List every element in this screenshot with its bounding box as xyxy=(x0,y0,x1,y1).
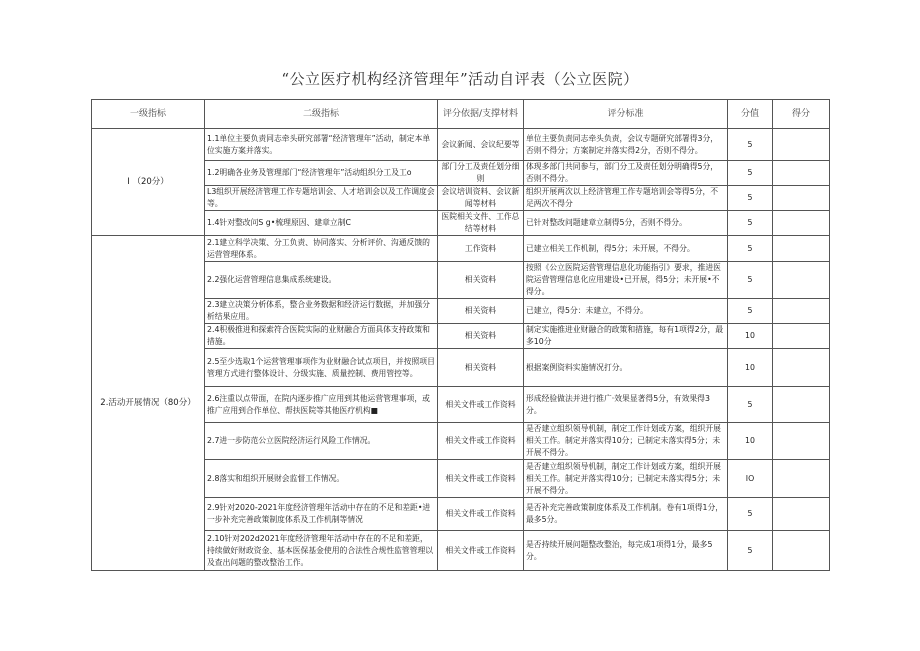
score-cell: 10 xyxy=(728,324,773,349)
basis-cell: 医院相关文件、工作总结等材料 xyxy=(438,211,524,236)
table-row xyxy=(92,236,830,262)
criteria-cell: 按照《公立医院运营管理信息化功能指引》要求，推进医院运营管理信息化应用建设•已开展，得5分；未开展•不得分。 xyxy=(524,262,728,299)
basis-cell: 相关文件或工作资料 xyxy=(438,387,524,423)
header-got: 得分 xyxy=(773,100,830,129)
basis-cell: 相关资料 xyxy=(438,349,524,387)
score-cell: 5 xyxy=(728,161,773,186)
score-cell: 5 xyxy=(728,211,773,236)
score-cell: IO xyxy=(728,460,773,498)
self-evaluation-table xyxy=(91,99,830,571)
got-cell xyxy=(773,211,830,236)
level2-cell: 2.9针对2020-2021年度经济管理年活动中存在的不足和差距•进一步补充完善政策制度体系及工作机制等情况 xyxy=(205,498,438,531)
basis-cell: 相关文件或工作资料 xyxy=(438,460,524,498)
basis-cell: 相关文件或工作资料 xyxy=(438,498,524,531)
score-cell: 5 xyxy=(728,299,773,324)
score-cell: 5 xyxy=(728,262,773,299)
level2-cell: 2.7进一步防范公立医院经济运行风险工作情况。 xyxy=(205,423,438,460)
score-cell: 10 xyxy=(728,423,773,460)
score-cell: 5 xyxy=(728,498,773,531)
level2-cell: 2.6注重以点带面，在院内逐步推广应用到其他运营管理事项，或推广应用到合作单位、帮扶医院等其他医疗机构■ xyxy=(205,387,438,423)
got-cell xyxy=(773,531,830,571)
basis-cell: 相关资料 xyxy=(438,299,524,324)
page-title: “公立医疗机构经济管理年”活动自评表（公立医院） xyxy=(281,70,639,88)
score-cell: 5 xyxy=(728,387,773,423)
level2-cell: 2.8落实和组织开展财会监督工作情况。 xyxy=(205,460,438,498)
header-level2: 二级指标 xyxy=(205,100,438,129)
score-cell: 10 xyxy=(728,349,773,387)
header-level1: 一级指标 xyxy=(92,100,205,129)
level2-cell: 2.10针对202d2021年度经济管理年活动中存在的不足和差距，持续做好财政资金、基本医保基金使用的合法性合规性监管管理以及查出问题的整改整治工作。 xyxy=(205,531,438,571)
criteria-cell: 形成经验做法并进行推广·效果显著得5分，有效果得3分。 xyxy=(524,387,728,423)
got-cell xyxy=(773,186,830,211)
criteria-cell: 已针对整改问题建章立制得5分，否则不得分。 xyxy=(524,211,728,236)
criteria-cell: 已建立相关工作机制，得5分；未开展，不得分。 xyxy=(524,236,728,262)
header-basis: 评分依据/支撑材料 xyxy=(438,100,524,129)
got-cell xyxy=(773,161,830,186)
got-cell xyxy=(773,299,830,324)
basis-cell: 部门分工及责任划分细则 xyxy=(438,161,524,186)
got-cell xyxy=(773,423,830,460)
criteria-cell: 是否建立组织领导机制，制定工作计划或方案，组织开展相关工作。制定并落实得10分；已制定未落实得5分；未开展不得分。 xyxy=(524,460,728,498)
got-cell xyxy=(773,129,830,161)
level2-cell: 1.4针对整改问S g•梳理原因、建章立制C xyxy=(205,211,438,236)
score-cell: 5 xyxy=(728,129,773,161)
criteria-cell: 单位主要负责同志牵头负责，会议专题研究部署得3分，否则不得分；方案制定并落实得2分，否则不得分。 xyxy=(524,129,728,161)
header-row xyxy=(92,100,830,129)
got-cell xyxy=(773,387,830,423)
header-score: 分值 xyxy=(728,100,773,129)
basis-cell: 会议培训资料、会议新闻等材料 xyxy=(438,186,524,211)
criteria-cell: 是否持续开展问题整改整治，每完成1项得1分，最多5分。 xyxy=(524,531,728,571)
level2-cell: 2.1建立科学决策、分工负责、协同落实、分析评价、沟通反馈的运营管理体系。 xyxy=(205,236,438,262)
got-cell xyxy=(773,236,830,262)
level2-cell: 2.4积极推进和探索符合医院实际的业财融合方面具体支持政策和措施。 xyxy=(205,324,438,349)
got-cell xyxy=(773,324,830,349)
level1-cell: I （20分） xyxy=(92,129,205,236)
level1-cell: 2.活动开展情况（80分） xyxy=(92,236,205,571)
level2-cell: 1.1单位主要负责同志牵头研究部署“经济管理年”活动，制定本单位实施方案并落实。 xyxy=(205,129,438,161)
level2-cell: 1.2明确各业务及管理部门“经济管理年”活动组织分工及工o xyxy=(205,161,438,186)
basis-cell: 相关资料 xyxy=(438,324,524,349)
criteria-cell: 根据案例资料实施情况打分。 xyxy=(524,349,728,387)
level2-cell: 2.3建立决策分析体系，整合业务数据和经济运行数据，并加强分析结果应用。 xyxy=(205,299,438,324)
criteria-cell: 制定实施推进业财融合的政策和措施，每有1项得2分，最多10分 xyxy=(524,324,728,349)
criteria-cell: 体现多部门共同参与，部门分工及责任划分明确得5分，否则不得分。 xyxy=(524,161,728,186)
got-cell xyxy=(773,498,830,531)
table-row xyxy=(92,129,830,161)
criteria-cell: 是否补充完善政策制度体系及工作机制。卷有1项得1分，最多5分。 xyxy=(524,498,728,531)
got-cell xyxy=(773,349,830,387)
basis-cell: 相关文件或工作资料 xyxy=(438,531,524,571)
basis-cell: 会议新闻、会议纪要等 xyxy=(438,129,524,161)
basis-cell: 相关文件或工作资料 xyxy=(438,423,524,460)
header-criteria: 评分标准 xyxy=(524,100,728,129)
score-cell: 5 xyxy=(728,186,773,211)
basis-cell: 相关资料 xyxy=(438,262,524,299)
level2-cell: L3组织开展经济管理工作专题培训会、人才培训会以及工作调度会等。 xyxy=(205,186,438,211)
criteria-cell: 已建立，得5分：未建立，不得分。 xyxy=(524,299,728,324)
criteria-cell: 是否建立组织领导机制，制定工作计划或方案，组织开展相关工作。制定并落实得10分；已制定未落实得5分；未开展不得分。 xyxy=(524,423,728,460)
got-cell xyxy=(773,262,830,299)
criteria-cell: 组织开展两次以上经济管理工作专题培训会等得5分，不足两次不得分 xyxy=(524,186,728,211)
score-cell: 5 xyxy=(728,531,773,571)
basis-cell: 工作资料 xyxy=(438,236,524,262)
level2-cell: 2.5至少选取1个运营管理事项作为业财融合试点项目，并按照项目管理方式进行整体设计、分级实施、质量控制、费用管控等。 xyxy=(205,349,438,387)
got-cell xyxy=(773,460,830,498)
level2-cell: 2.2强化运营管理信息集成系统建设。 xyxy=(205,262,438,299)
score-cell: 5 xyxy=(728,236,773,262)
